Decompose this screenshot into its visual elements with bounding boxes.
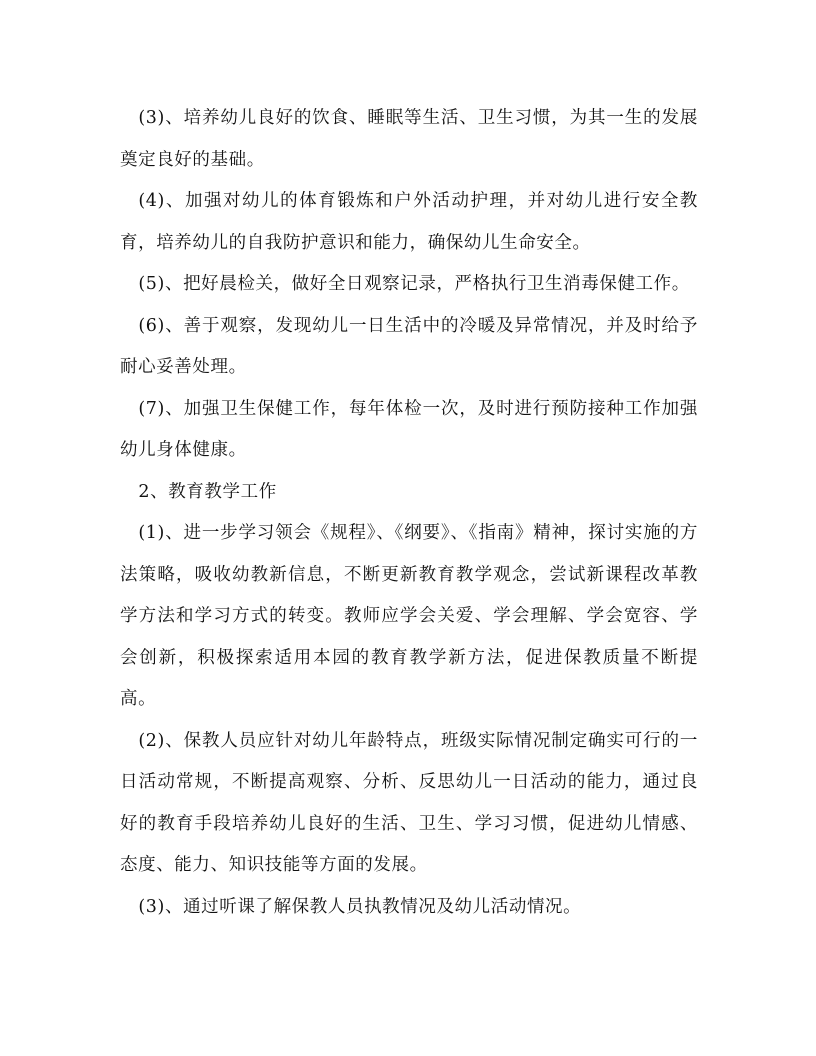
document-body — [120, 98, 698, 928]
section-paragraph-3: (3)、通过听课了解保教人员执教情况及幼儿活动情况。 — [138, 896, 582, 917]
paragraph-6: (6)、善于观察，发现幼儿一日生活中的冷暖及异常情况，并及时给予耐心妥善处理。 — [120, 315, 698, 377]
section-heading: 2、教育教学工作 — [138, 481, 277, 502]
paragraph-3: (3)、培养幼儿良好的饮食、睡眠等生活、卫生习惯，为其一生的发展奠定良好的基础。 — [120, 108, 698, 170]
paragraph-4: (4)、加强对幼儿的体育锻炼和户外活动护理，并对幼儿进行安全教育，培养幼儿的自我防护意识和能力，确保幼儿生命安全。 — [120, 191, 698, 253]
section-paragraph-2: (2)、保教人员应针对幼儿年龄特点，班级实际情况制定确实可行的一日活动常规，不断提高观察、分析、反思幼儿一日活动的能力，通过良好的教育手段培养幼儿良好的生活、卫生、学习习惯，促进幼儿情感、态度、能力、知识技能等方面的发展。 — [120, 730, 698, 875]
section-paragraph-1: (1)、进一步学习领会《规程》、《纲要》、《指南》精神，探讨实施的方法策略，吸收幼教新信息，不断更新教育教学观念，尝试新课程改革教学方法和学习方式的转变。教师应学会关爱、学会理解、学会宽容、学会创新，积极探索适用本园的教育教学新方法，促进保教质量不断提高。 — [120, 523, 698, 709]
paragraph-5: (5)、把好晨检关，做好全日观察记录，严格执行卫生消毒保健工作。 — [138, 274, 690, 294]
paragraph-7: (7)、加强卫生保健工作，每年体检一次，及时进行预防接种工作加强幼儿身体健康。 — [120, 398, 698, 460]
